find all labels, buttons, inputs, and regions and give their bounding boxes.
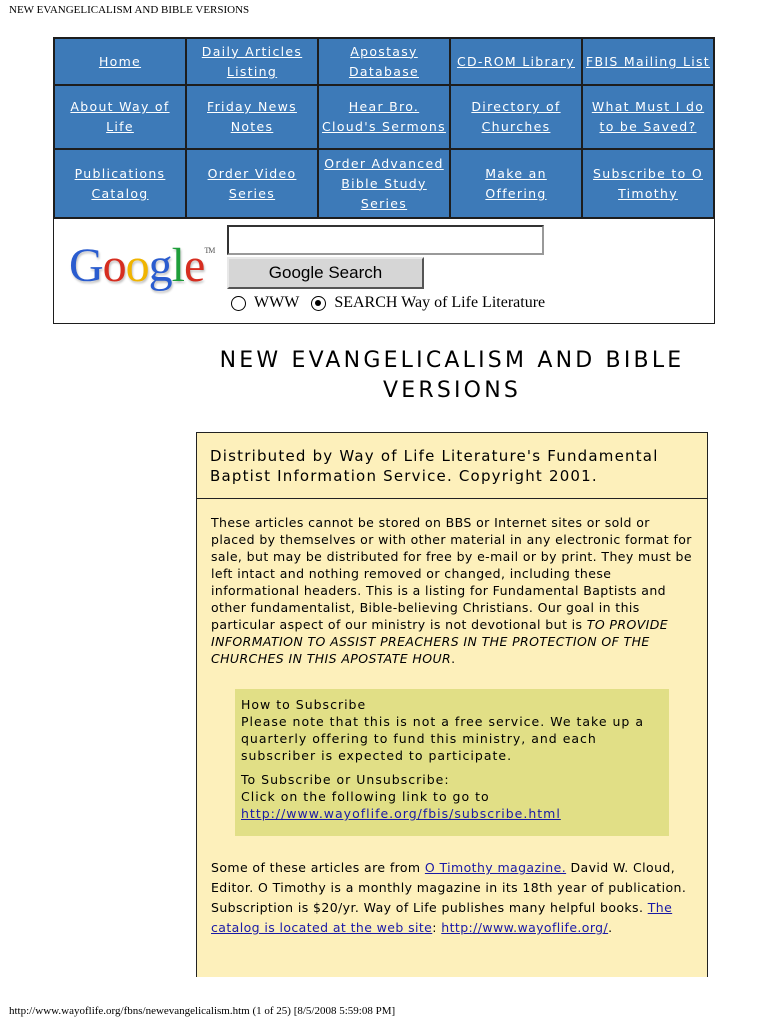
radio-site[interactable] [311,296,326,311]
search-scope [231,294,557,312]
google-search-box [53,216,715,324]
google-logo-tm: TM [204,246,215,255]
nav-saved-link[interactable]: What Must I do to be Saved? [591,99,705,134]
notice-text: These articles cannot be stored on BBS or Internet sites or sold or placed by themselves or with other material in any electronic format for sale, but may be distributed for free by e-mail or by print. They must be left intact and nothing removed or changed, including these informational headers. This is a listing for Fundamental Baptists and other fundamentalist, Bible-believing Christians. Our goal in this particular aspect of our ministry is not devotional but is [211,515,692,632]
google-logo-letter: o [102,239,126,292]
nav-table [53,37,715,219]
distribution-notice: Distributed by Way of Life Literature's Fundamental Baptist Information Service. Copyright 2001. [197,433,707,499]
nav-about-link[interactable]: About Way of Life [70,99,170,134]
o-timothy-magazine-link[interactable]: O Timothy magazine. [424,860,567,875]
nav-fbis-mailing-list-link[interactable]: FBIS Mailing List [586,54,711,69]
magazine-text-3: : [432,920,442,935]
print-header: NEW EVANGELICALISM AND BIBLE VERSIONS [9,4,250,16]
subscribe-text: Please note that this is not a free service. We take up a quarterly offering to fund this ministry, and each subscriber is expected to participate. [241,714,644,763]
magazine-text-1: Some of these articles are from [211,860,425,875]
notice-emphasis: TO PROVIDE INFORMATION TO ASSIST PREACHERS IN THE PROTECTION OF THE CHURCHES IN THIS APOSTATE HOUR [211,617,669,666]
subscribe-heading: How to Subscribe [241,697,367,712]
magazine-text-4: . [608,920,613,935]
info-box [196,432,708,977]
print-footer: http://www.wayoflife.org/fbns/newevangelicalism.htm (1 of 25) [8/5/2008 5:59:08 PM] [9,1005,396,1017]
google-logo-letter: g [148,239,172,292]
google-logo-letter: l [171,239,185,292]
google-search-button[interactable]: Google Search [227,257,424,289]
usage-notice [211,514,695,667]
subscribe-action-text: Click on the following link to go to [241,789,490,804]
magazine-text-2: David W. Cloud, Editor. O Timothy is a monthly magazine in its 18th year of publication. Subscription is $20/yr. Way of Life publishes many helpful books. [211,860,687,915]
nav-directory-link[interactable]: Directory of Churches [471,99,561,134]
magazine-notice [211,858,695,938]
search-input[interactable] [227,225,544,255]
radio-www-label: WWW [254,294,300,311]
nav-cd-rom-library-link[interactable]: CD-ROM Library [456,54,576,69]
google-logo-letter: G [69,239,103,292]
nav-apostasy-database-link[interactable]: Apostasy Database [348,43,420,79]
subscribe-action-heading: To Subscribe or Unsubscribe: [241,772,450,787]
google-logo [69,238,214,293]
nav-daily-articles-link[interactable]: Daily Articles Listing [201,43,303,79]
page-title: NEW EVANGELICALISM AND BIBLE VERSIONS [219,348,685,403]
nav-bible-study-link[interactable]: Order Advanced Bible Study Series [324,155,444,211]
nav-offering-link[interactable]: Make an Offering [485,165,547,201]
nav-publications-link[interactable]: Publications Catalog [74,165,166,201]
subscribe-link[interactable]: http://www.wayoflife.org/fbis/subscribe.html [241,806,561,821]
website-link[interactable]: http://www.wayoflife.org/ [441,920,609,935]
nav-o-timothy-link[interactable]: Subscribe to O Timothy [593,165,703,201]
radio-site-label: SEARCH Way of Life Literature [334,294,546,311]
google-logo-letter: o [125,239,149,292]
google-logo-letter: e [184,239,205,292]
nav-sermons-link[interactable]: Hear Bro. Cloud's Sermons [322,99,446,134]
google-logo-text [69,239,204,292]
catalog-link[interactable]: The catalog is located at the web site [211,900,673,935]
subscribe-box [235,689,669,836]
nav-video-series-link[interactable]: Order Video Series [207,165,297,201]
notice-end: . [451,651,456,666]
nav-friday-news-link[interactable]: Friday News Notes [207,99,297,134]
radio-www[interactable] [231,296,246,311]
nav-home-link[interactable]: Home [98,54,142,69]
